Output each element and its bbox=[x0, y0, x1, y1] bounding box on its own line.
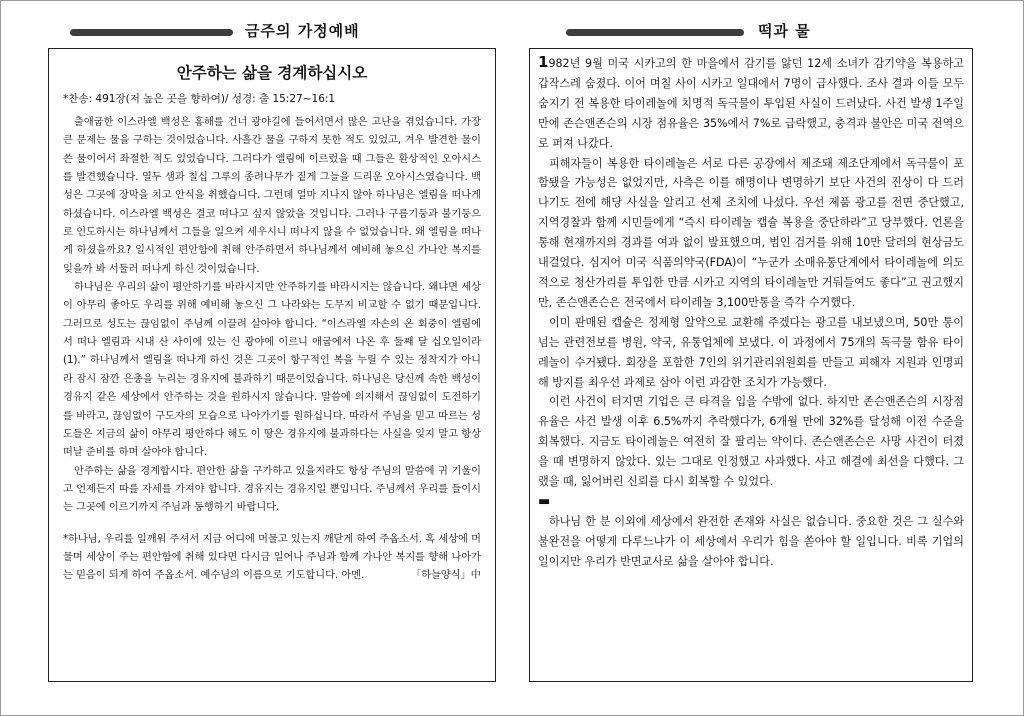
left-header-bar bbox=[70, 29, 233, 36]
article-box bbox=[529, 48, 973, 682]
article-paragraph-1-text: 982년 9월 미국 시카고의 한 마을에서 감기를 앓던 12세 소녀가 감기약을 복용하고 갑작스레 숨졌다. 이어 며칠 사이 시카고 일대에서 7명이 급사했다. 조사 결과 이들 모두 숨지기 전 복용한 타이레놀에 치명적 독극물이 투입된 사실이 드러났다. 사건 발생 1주일 만에 존슨앤존슨의 시장 점유율은 35%에서 7%로 급락했고, 충격과 불안은 미국 전역으로 퍼져 나갔다. bbox=[538, 57, 964, 150]
right-header bbox=[512, 20, 1024, 44]
devotion-paragraph-1: 출애굽한 이스라엘 백성은 홍해를 건너 광야길에 들어서면서 많은 고난을 겪었습니다. 가장 큰 문제는 물을 구하는 것이었습니다. 사흘간 물을 구하지 못한 적도 있었고, 겨우 발견한 물이 쓴 물이어서 좌절한 적도 있었습니다. 그러다가 엘림에 이르렀을 때 그들은 환상적인 오아시스를 발견했습니다. 열두 샘과 칠십 그루의 종려나무가 짙게 그늘을 드리운 오아시스였습니다. 백성은 그곳에 장막을 치고 안식을 취했습니다. 그런데 얼마 지나지 않아 하나님은 엘림을 떠나게 하셨습니다. 이스라엘 백성은 결코 떠나고 싶지 않았을 것입니다. 그러나 구름기둥과 불기둥으로 인도하시는 하나님께서 그들을 일으켜 세우시니 떠나지 않을 수 없었습니다. 왜 엘림을 떠나게 하셨을까요? 일시적인 편안함에 취해 안주하면서 하나님께서 예비해 놓으신 가나안 복지를 잊을까 봐 서둘러 떠나게 하신 것이었습니다. bbox=[63, 117, 481, 275]
source-credit: 「하늘양식」中 bbox=[411, 570, 481, 582]
right-header-title: 떡과 물 bbox=[758, 22, 811, 40]
prayer-paragraph bbox=[63, 531, 481, 586]
section-separator: ▬ bbox=[538, 493, 551, 509]
devotion-title: 안주하는 삶을 경계하십시오 bbox=[176, 64, 368, 82]
prayer-text: *하나님, 우리를 일깨워 주셔서 지금 어디에 머물고 있는지 깨닫게 하여 주옵소서. 혹 세상에 머물며 세상이 주는 편안함에 취해 있다면 다시금 일어나 주님과 함께 가나안 복지를 향해 나아가는 믿음이 되게 하여 주옵소서. 예수님의 이름으로 기도합니다. 아멘. bbox=[63, 533, 481, 582]
article-paragraph-3: 이미 판매된 캡슐은 정제형 알약으로 교환해 주겠다는 광고를 내보냈으며, 50만 통이 넘는 관련전보를 병원, 약국, 유통업체에 보냈다. 이 과정에서 75개의 독극물 함유 타이레놀이 수거됐다. 회장을 포함한 7인의 위기관리위원회를 만들고 피해자 지원과 인명피해 방지를 최우선 과제로 삼아 이런 과감한 조치가 가능했다. bbox=[538, 315, 964, 389]
article-closing: 하나님 한 분 이외에 세상에서 완전한 존재와 사실은 없습니다. 중요한 것은 그 실수와 불완전을 어떻게 다루느냐가 이 세상에서 우리가 힘을 쏟아야 할 일입니다. 비록 기업의 일이지만 우리가 반면교사로 삶을 살아야 합니다. bbox=[538, 514, 964, 568]
devotion-paragraph-2: 하나님은 우리의 삶이 평안하기를 바라시지만 안주하기를 바라시지는 않습니다. 왜냐면 세상이 아무리 좋아도 우리를 위해 예비해 놓으신 그 나라와는 도무지 비교할 수 없기 때문입니다. 그러므로 성도는 끊임없이 주님께 이끌려 살아야 합니다. “이스라엘 자손의 온 회중이 엘림에서 떠나 엘림과 시내 산 사이에 있는 신 광야에 이르니 애굽에서 나온 후 둘째 달 십오일이라(1).” 하나님께서 엘림을 떠나게 하신 것은 그곳이 항구적인 복을 누릴 수 있는 정착지가 아니라 잠시 잠깐 은총을 누리는 경유지에 불과하기 때문이었습니다. 하나님은 당신께 속한 백성이 경유지 같은 세상에서 안주하는 것을 원하시지 않습니다. 말씀에 의지해서 끊임없이 도전하기를 바라고, 끊임없이 구도자의 모습으로 나아가기를 원하십니다. 따라서 주님을 믿고 따르는 성도들은 지금의 삶이 아무리 평안하다 해도 이 땅은 경유지에 불과하다는 사실을 잊지 말고 항상 떠날 준비를 하며 살아야 합니다. bbox=[63, 282, 481, 459]
right-header-bar bbox=[566, 29, 744, 36]
left-header bbox=[0, 20, 512, 44]
article-first-char: 1 bbox=[538, 53, 549, 71]
hymn-scripture-line: *찬송: 491장(저 높은 곳을 향하여)/ 성경: 출 15:27~16:1 bbox=[63, 93, 336, 105]
article-paragraph-4: 이런 사건이 터지면 기업은 큰 타격을 입을 수밖에 없다. 하지만 존슨앤존슨의 시장점유율은 사건 발생 이후 6.5%까지 추락했다가, 6개월 만에 32%를 달성해 이전 수준을 회복했다. 지금도 타이레놀은 여전히 잘 팔리는 약이다. 존슨앤존슨은 사망 사건이 터졌을 때 변명하지 않았다. 있는 그대로 인정했고 사과했다. 사고 해결에 최선을 다했다. 그랬을 때, 잃어버린 신뢰를 다시 회복할 수 있었다. bbox=[538, 395, 964, 489]
devotion-paragraph-3: 안주하는 삶을 경계합시다. 편안한 삶을 구가하고 있을지라도 항상 주님의 말씀에 귀 기울이고 언제든지 따를 자세를 가져야 합니다. 경유지는 경유지일 뿐입니다. 주님께서 우리를 들이시는 그곳에 이르기까지 주님과 동행하기 바랍니다. bbox=[63, 465, 481, 514]
devotion-box bbox=[48, 48, 496, 682]
article-paragraph-2: 피해자들이 복용한 타이레놀은 서로 다른 공장에서 제조돼 제조단계에서 독극물이 포함됐을 가능성은 없었지만, 사측은 이를 해명이나 변명하기 보단 사건의 진상이 다 드러나기도 전에 해당 사실을 알리고 선제 조치에 나섰다. 우선 제품 광고를 전면 중단했고, 지역경찰과 함께 시민들에게 “즉시 타이레놀 캡슐 복용을 중단하라”고 당부했다. 언론을 통해 현재까지의 경과를 여과 없이 발표했으며, 범인 검거를 위해 10만 달러의 현상금도 내걸었다. 심지어 미국 식품의약국(FDA)이 “누군가 소매유통단계에서 타이레놀에 의도적으로 청산가리를 투입한 만큼 시카고 지역의 타이레놀만 거둬들여도 좋다”고 권고했지만, 존슨앤존슨은 전국에서 타이레놀 3,100만통을 즉각 수거했다. bbox=[538, 156, 964, 309]
left-header-title: 금주의 가정예배 bbox=[245, 22, 360, 40]
article-paragraph-1 bbox=[538, 53, 964, 154]
